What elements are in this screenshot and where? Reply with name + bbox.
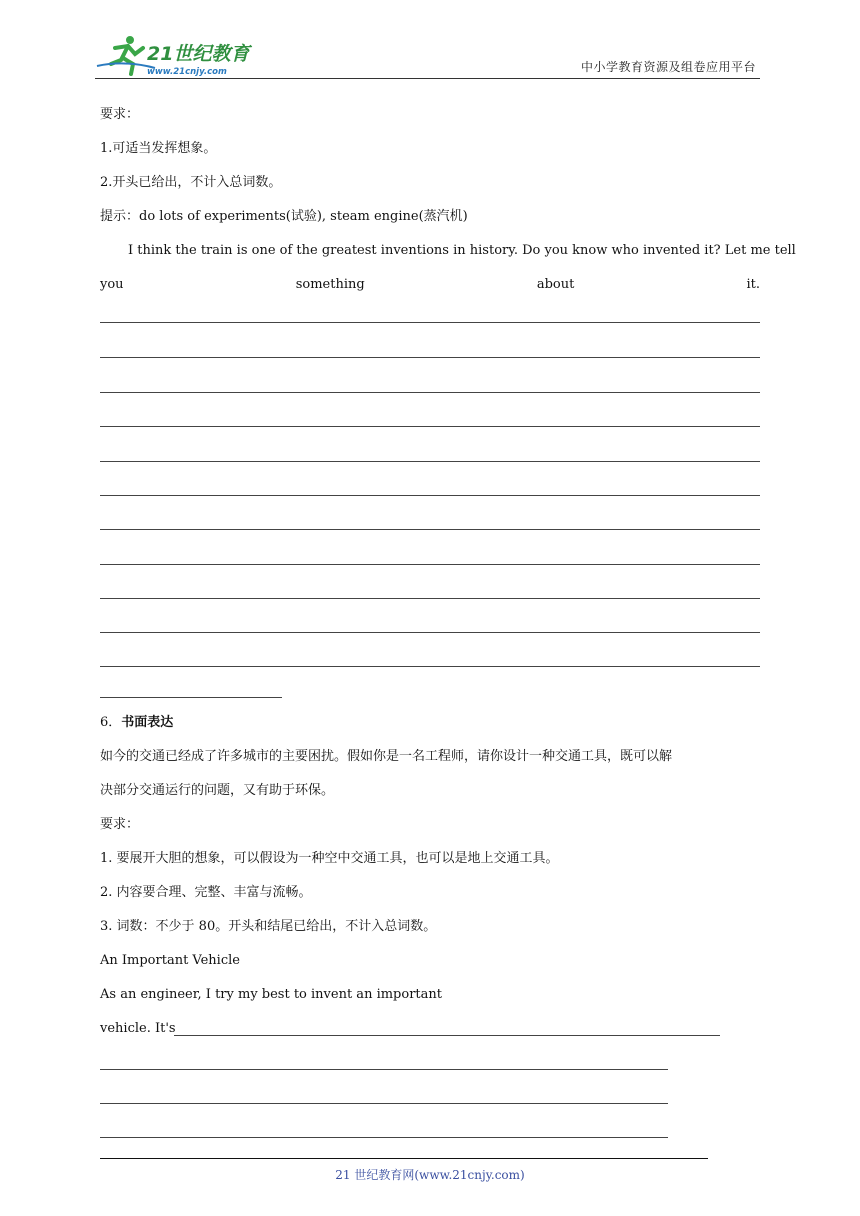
site-logo (95, 34, 265, 78)
writing-line (100, 392, 760, 393)
question-title: 书面表达 (121, 715, 174, 730)
requirement-1: 1. 要展开大胆的想象，可以假设为一种空中交通工具，也可以是地上交通工具。 (100, 851, 559, 866)
writing-line (100, 1103, 668, 1104)
page-header (95, 30, 760, 79)
writing-line (100, 632, 760, 633)
requirement-3: 3. 词数：不少于 80。开头和结尾已给出，不计入总词数。 (100, 919, 437, 934)
word: something (295, 277, 365, 292)
essay-continuation: vehicle. It's (100, 1021, 176, 1036)
page-footer: 21 世纪教育网(www.21cnjy.com) (335, 1168, 525, 1182)
requirement-1: 1.可适当发挥想象。 (100, 141, 217, 156)
question-number: 6． (100, 715, 122, 730)
writing-line (100, 564, 760, 565)
writing-line (100, 357, 760, 358)
svg-text:21世纪教育: 21世纪教育 (147, 43, 250, 65)
writing-line (100, 666, 760, 667)
platform-name: 中小学教育资源及组卷应用平台 (580, 60, 756, 74)
question-6-heading (100, 714, 173, 732)
intro-line-2: 决部分交通运行的问题，又有助于环保。 (100, 783, 335, 798)
runner-logo-icon (95, 34, 265, 78)
paragraph-line-1: I think the train is one of the greatest inventions in history. Do you know who invented it? Let me tell (128, 243, 796, 258)
essay-start: As an engineer, I try my best to invent an important (100, 987, 442, 1002)
hint-line: 提示：do lots of experiments(试验), steam engine(蒸汽机) (100, 209, 468, 224)
writing-line (100, 461, 760, 462)
word: you (100, 277, 124, 292)
writing-line (100, 322, 760, 323)
writing-line (174, 1035, 720, 1036)
intro-line-1: 如今的交通已经成了许多城市的主要困扰。假如你是一名工程师，请你设计一种交通工具，既可以解 (100, 749, 673, 764)
word: about (536, 277, 575, 292)
writing-line (100, 598, 760, 599)
writing-line (100, 529, 760, 530)
requirements-label: 要求： (100, 817, 140, 832)
footer-divider (100, 1158, 708, 1159)
essay-title: An Important Vehicle (100, 953, 240, 968)
writing-line (100, 1069, 668, 1070)
word: it. (746, 277, 760, 292)
requirement-2: 2.开头已给出，不计入总词数。 (100, 175, 282, 190)
paragraph-line-2 (100, 276, 760, 294)
writing-line (100, 426, 760, 427)
svg-text:www.21cnjy.com: www.21cnjy.com (147, 67, 227, 77)
requirements-label: 要求： (100, 107, 140, 122)
requirement-2: 2. 内容要合理、完整、丰富与流畅。 (100, 885, 312, 900)
writing-line (100, 1137, 668, 1138)
writing-line (100, 495, 760, 496)
writing-line-short (100, 697, 282, 698)
